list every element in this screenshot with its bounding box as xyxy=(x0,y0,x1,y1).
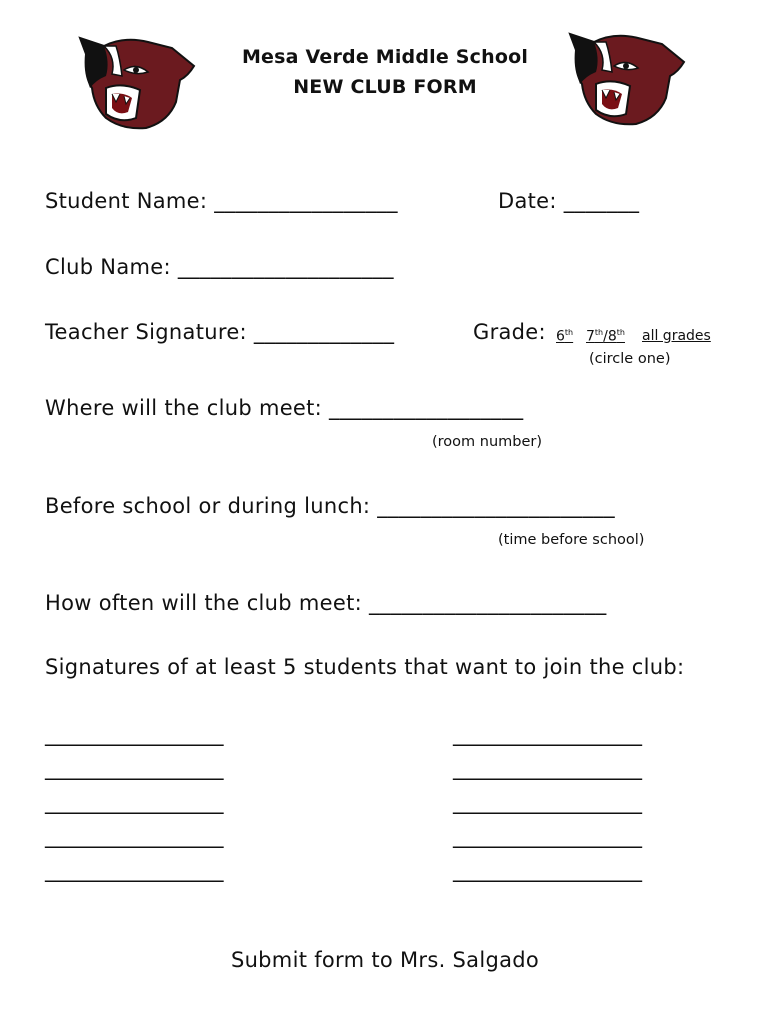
meeting-frequency-field[interactable]: How often will the club meet: ______________________ xyxy=(45,591,607,615)
meeting-location-field[interactable]: Where will the club meet: __________________ xyxy=(45,396,524,420)
form-title: NEW CLUB FORM xyxy=(293,76,477,98)
club-name-field[interactable]: Club Name: ____________________ xyxy=(45,255,394,279)
student-signature-line[interactable]: _________________ xyxy=(45,858,224,882)
student-signature-line[interactable]: _________________ xyxy=(45,790,224,814)
student-signature-line[interactable]: __________________ xyxy=(453,722,642,746)
student-signature-line[interactable]: __________________ xyxy=(453,756,642,780)
grade-label: Grade: xyxy=(473,320,546,344)
teacher-signature-field[interactable]: Teacher Signature: _____________ xyxy=(45,320,395,344)
room-number-hint: (room number) xyxy=(432,434,543,450)
student-signature-line[interactable]: _________________ xyxy=(45,722,224,746)
student-signature-line[interactable]: _________________ xyxy=(45,824,224,848)
school-name: Mesa Verde Middle School xyxy=(241,46,529,68)
student-name-field[interactable]: Student Name: _________________ xyxy=(45,189,398,213)
grade-option-7th-8th[interactable]: 7th/8th xyxy=(586,328,625,345)
meeting-time-field[interactable]: Before school or during lunch: ______________________ xyxy=(45,494,615,518)
time-before-school-hint: (time before school) xyxy=(498,532,645,548)
cougar-mascot-icon xyxy=(76,36,198,132)
grade-option-all[interactable]: all grades xyxy=(642,328,711,344)
cougar-mascot-icon xyxy=(566,32,688,128)
student-signature-line[interactable]: _________________ xyxy=(45,756,224,780)
submit-instruction: Submit form to Mrs. Salgado xyxy=(230,948,540,972)
grade-option-6th[interactable]: 6th xyxy=(556,328,574,345)
student-signature-line[interactable]: __________________ xyxy=(453,858,642,882)
student-signature-line[interactable]: __________________ xyxy=(453,790,642,814)
date-field[interactable]: Date: _______ xyxy=(498,189,640,213)
circle-one-hint: (circle one) xyxy=(589,351,671,367)
student-signature-line[interactable]: __________________ xyxy=(453,824,642,848)
signatures-prompt: Signatures of at least 5 students that want to join the club: xyxy=(45,655,685,679)
